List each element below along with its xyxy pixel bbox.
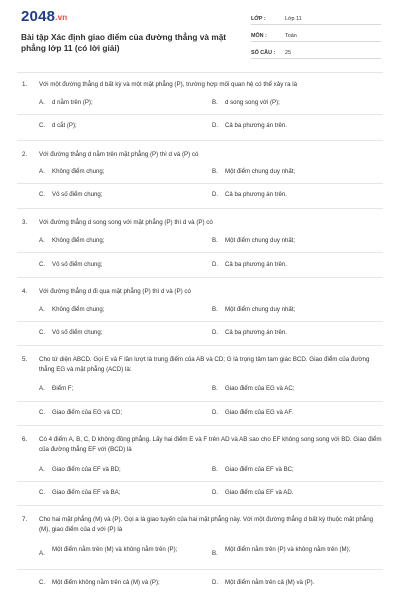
option-letter: C. — [39, 489, 46, 496]
question-stem — [22, 80, 382, 90]
option-c[interactable] — [39, 409, 189, 417]
option-text: d cắt (P); — [52, 122, 77, 129]
option-text: d song song với (P); — [225, 99, 280, 106]
option-divider — [17, 183, 383, 184]
question-number: 4. — [22, 288, 28, 295]
meta-label: SỐ CÂU : — [251, 50, 276, 56]
option-letter: D. — [212, 579, 219, 586]
option-a[interactable] — [39, 237, 189, 245]
option-divider — [17, 401, 383, 402]
option-d[interactable] — [212, 329, 382, 337]
option-text: Một điểm nằm trên (P) và không nằm trên (M); — [225, 546, 351, 553]
question-number: 3. — [22, 219, 28, 226]
option-c[interactable] — [39, 329, 189, 337]
meta-value: Toán — [285, 33, 297, 39]
option-letter: B. — [212, 306, 218, 313]
option-letter: D. — [212, 122, 219, 129]
option-divider — [17, 481, 383, 482]
question-stem — [22, 435, 382, 455]
option-d[interactable] — [212, 191, 382, 199]
option-d[interactable] — [212, 489, 382, 497]
option-c[interactable] — [39, 489, 189, 497]
meta-row-class — [251, 10, 381, 25]
option-letter: C. — [39, 122, 46, 129]
meta-value: Lớp 11 — [285, 16, 302, 22]
logo-main: 2048 — [21, 8, 56, 25]
option-letter: B. — [212, 99, 218, 106]
option-letter: D. — [212, 489, 219, 496]
option-text: Một điểm chung duy nhất; — [225, 237, 296, 244]
option-letter: A. — [39, 168, 45, 175]
option-text: d nằm trên (P); — [52, 99, 93, 106]
option-d[interactable] — [212, 579, 382, 587]
option-divider — [17, 252, 383, 253]
option-a[interactable] — [39, 466, 189, 474]
option-text: Một điểm nằm trên (M) và không nằm trên (P); — [52, 546, 178, 553]
option-text: Giao điểm của EF và BC; — [225, 466, 294, 473]
question-divider — [17, 345, 383, 346]
option-b[interactable] — [212, 168, 382, 176]
option-c[interactable] — [39, 122, 189, 130]
option-text: Một điểm chung duy nhất; — [225, 168, 296, 175]
question-number: 1. — [22, 81, 28, 88]
option-b[interactable] — [212, 546, 382, 558]
question-text: Cho tứ diện ABCD. Gọi E và F lần lượt là trung điểm của AB và CD; G là trọng tâm tam giác BCD. Giao điểm của đường thẳng EG và mặt phẳng (ACD) là: — [39, 356, 370, 373]
option-divider — [17, 569, 383, 570]
question-text: Với đường thẳng d nằm trên mặt phẳng (P) thì d và (P) có — [39, 151, 199, 158]
option-a[interactable] — [39, 168, 189, 176]
option-b[interactable] — [212, 306, 382, 314]
option-letter: A. — [39, 385, 45, 392]
option-letter: A. — [39, 466, 45, 473]
option-a[interactable] — [39, 306, 189, 314]
option-letter: D. — [212, 409, 219, 416]
option-text: Giao điểm của EG và AF. — [225, 409, 294, 416]
option-letter: C. — [39, 409, 46, 416]
option-text: Không điểm chung; — [52, 168, 105, 175]
option-divider — [17, 321, 383, 322]
option-text: Không điểm chung; — [52, 306, 105, 313]
question-stem — [22, 515, 382, 535]
option-b[interactable] — [212, 99, 382, 107]
option-b[interactable] — [212, 237, 382, 245]
option-letter: D. — [212, 191, 219, 198]
option-text: Một điểm nằm trên cả (M) và (P). — [225, 579, 315, 586]
question-stem — [22, 287, 382, 297]
option-a[interactable] — [39, 546, 189, 558]
option-text: Cả ba phương án trên. — [225, 191, 287, 198]
site-logo[interactable] — [21, 8, 67, 25]
question-stem — [22, 150, 382, 160]
meta-row-subject — [251, 27, 381, 42]
option-c[interactable] — [39, 579, 189, 587]
question-divider — [17, 140, 383, 141]
option-text: Cả ba phương án trên. — [225, 261, 287, 268]
option-letter: B. — [212, 550, 218, 557]
question-divider — [17, 505, 383, 506]
option-letter: B. — [212, 168, 218, 175]
option-letter: D. — [212, 329, 219, 336]
question-text: Với một đường thẳng d bất kỳ và một mặt phẳng (P), trường hợp mối quan hệ có thể xảy ra là — [39, 81, 298, 88]
option-text: Không điểm chung; — [52, 237, 105, 244]
question-number: 2. — [22, 151, 28, 158]
question-divider — [17, 277, 383, 278]
option-letter: A. — [39, 306, 45, 313]
option-b[interactable] — [212, 385, 382, 393]
meta-info — [251, 10, 381, 61]
option-b[interactable] — [212, 466, 382, 474]
question-number: 7. — [22, 516, 28, 523]
option-text: Giao điểm của EF và BA; — [52, 489, 121, 496]
option-letter: B. — [212, 385, 218, 392]
option-d[interactable] — [212, 122, 382, 130]
option-a[interactable] — [39, 99, 189, 107]
option-letter: C. — [39, 261, 46, 268]
option-d[interactable] — [212, 409, 382, 417]
option-letter: C. — [39, 579, 46, 586]
option-text: Vô số điểm chung; — [52, 329, 103, 336]
question-text: Có 4 điểm A, B, C, D không đồng phẳng. Lấy hai điểm E và F trên AD và AB sao cho EF không song song với BD. Giao điểm của đường thẳng EF với (BCD) là — [39, 436, 382, 453]
question-number: 5. — [22, 356, 28, 363]
meta-label: LỚP : — [251, 16, 266, 22]
question-stem — [22, 218, 382, 228]
meta-label: MÔN : — [251, 33, 267, 39]
question-text: Với đường thẳng d song song với mặt phẳng (P) thì d và (P) có — [39, 219, 213, 226]
option-text: Một điểm không nằm trên cả (M) và (P); — [52, 579, 160, 586]
question-divider — [17, 208, 383, 209]
option-letter: A. — [39, 237, 45, 244]
option-letter: C. — [39, 191, 46, 198]
option-divider — [17, 114, 383, 115]
option-letter: B. — [212, 466, 218, 473]
option-letter: A. — [39, 550, 45, 557]
question-number: 6. — [22, 436, 28, 443]
question-divider — [17, 425, 383, 426]
question-text: Với đường thẳng d đi qua mặt phẳng (P) thì d và (P) có — [39, 288, 191, 295]
option-text: Cả ba phương án trên. — [225, 329, 287, 336]
option-text: Cả ba phương án trên. — [225, 122, 287, 129]
header-divider — [17, 72, 383, 73]
document-title: Bài tập Xác định giao điểm của đường thẳng và mặt phẳng lớp 11 (có lời giải) — [21, 32, 227, 53]
option-text: Vô số điểm chung; — [52, 191, 103, 198]
option-text: Giao điểm của EG và CD; — [52, 409, 123, 416]
meta-row-count — [251, 44, 381, 59]
option-c[interactable] — [39, 191, 189, 199]
option-text: Giao điểm của EG và AC; — [225, 385, 295, 392]
option-c[interactable] — [39, 261, 189, 269]
logo-suffix: .vn — [55, 13, 68, 22]
option-text: Giao điểm của EF và BD; — [52, 466, 121, 473]
meta-value: 25 — [285, 50, 291, 56]
option-a[interactable] — [39, 385, 189, 393]
option-text: Điểm F; — [52, 385, 74, 392]
option-letter: D. — [212, 261, 219, 268]
question-stem — [22, 355, 382, 375]
option-text: Giao điểm của EF và AD. — [225, 489, 294, 496]
page-header — [0, 0, 400, 68]
option-d[interactable] — [212, 261, 382, 269]
option-letter: B. — [212, 237, 218, 244]
question-text: Cho hai mặt phẳng (M) và (P). Gọi a là giao tuyến của hai mặt phẳng này. Với một đường thẳng d bất kỳ thuộc mặt phẳng (M), giao điểm của d với (P) là — [39, 516, 374, 533]
option-letter: C. — [39, 329, 46, 336]
option-letter: A. — [39, 99, 45, 106]
option-text: Vô số điểm chung; — [52, 261, 103, 268]
option-text: Một điểm chung duy nhất; — [225, 306, 296, 313]
